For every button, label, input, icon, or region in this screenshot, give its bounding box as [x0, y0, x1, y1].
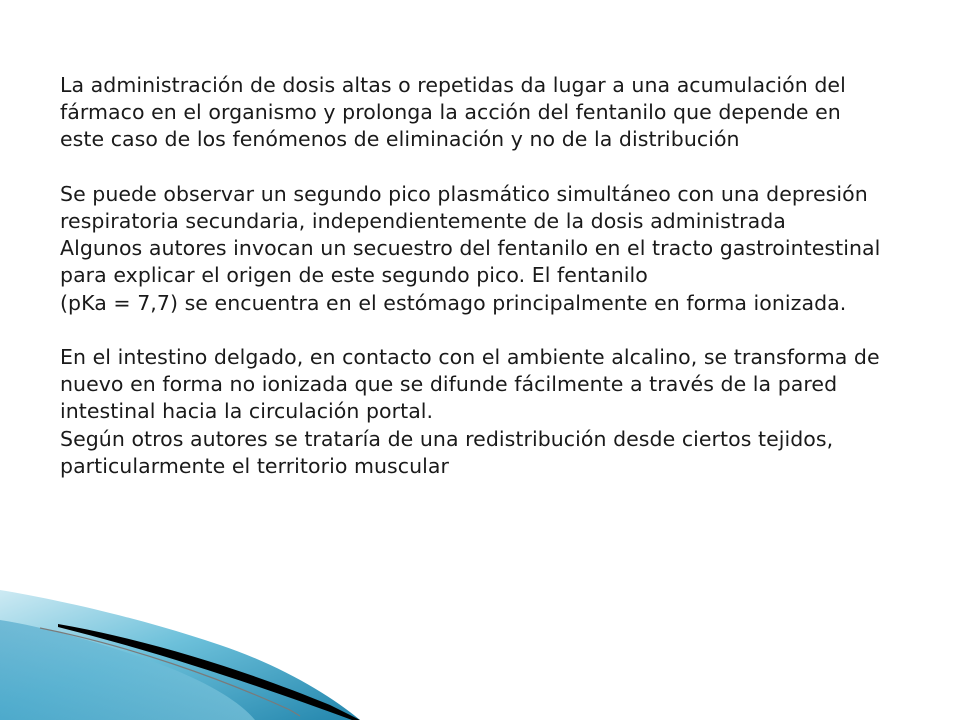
paragraph-segundo-pico: Se puede observar un segundo pico plasmático simultáneo con una depresión respiratoria secundaria, independientemente de la dosis administrada	[60, 181, 868, 233]
paragraph-spacer	[60, 154, 890, 181]
paragraph-secuestro: Algunos autores invocan un secuestro del fentanilo en el tracto gastrointestinal para explicar el origen de este segundo pico. El fentanilo	[60, 236, 881, 288]
paragraph-administracion: La administración de dosis altas o repetidas da lugar a una acumulación del fármaco en el organismo y prolonga la acción del fentanilo que depende en este caso de los fenómenos de eliminación y no de la distribución	[60, 73, 846, 152]
paragraph-spacer	[60, 317, 890, 344]
paragraph-redistribucion: Según otros autores se trataría de una redistribución desde ciertos tejidos, particularmente el territorio muscular	[60, 426, 834, 478]
slide-body-text	[60, 72, 890, 480]
paragraph-intestino: En el intestino delgado, en contacto con el ambiente alcalino, se transforma de nuevo en forma no ionizada que se difunde fácilmente a través de la pared intestinal hacia la circulación portal.	[60, 345, 880, 424]
paragraph-pka: (pKa = 7,7) se encuentra en el estómago principalmente en forma ionizada.	[60, 290, 847, 315]
